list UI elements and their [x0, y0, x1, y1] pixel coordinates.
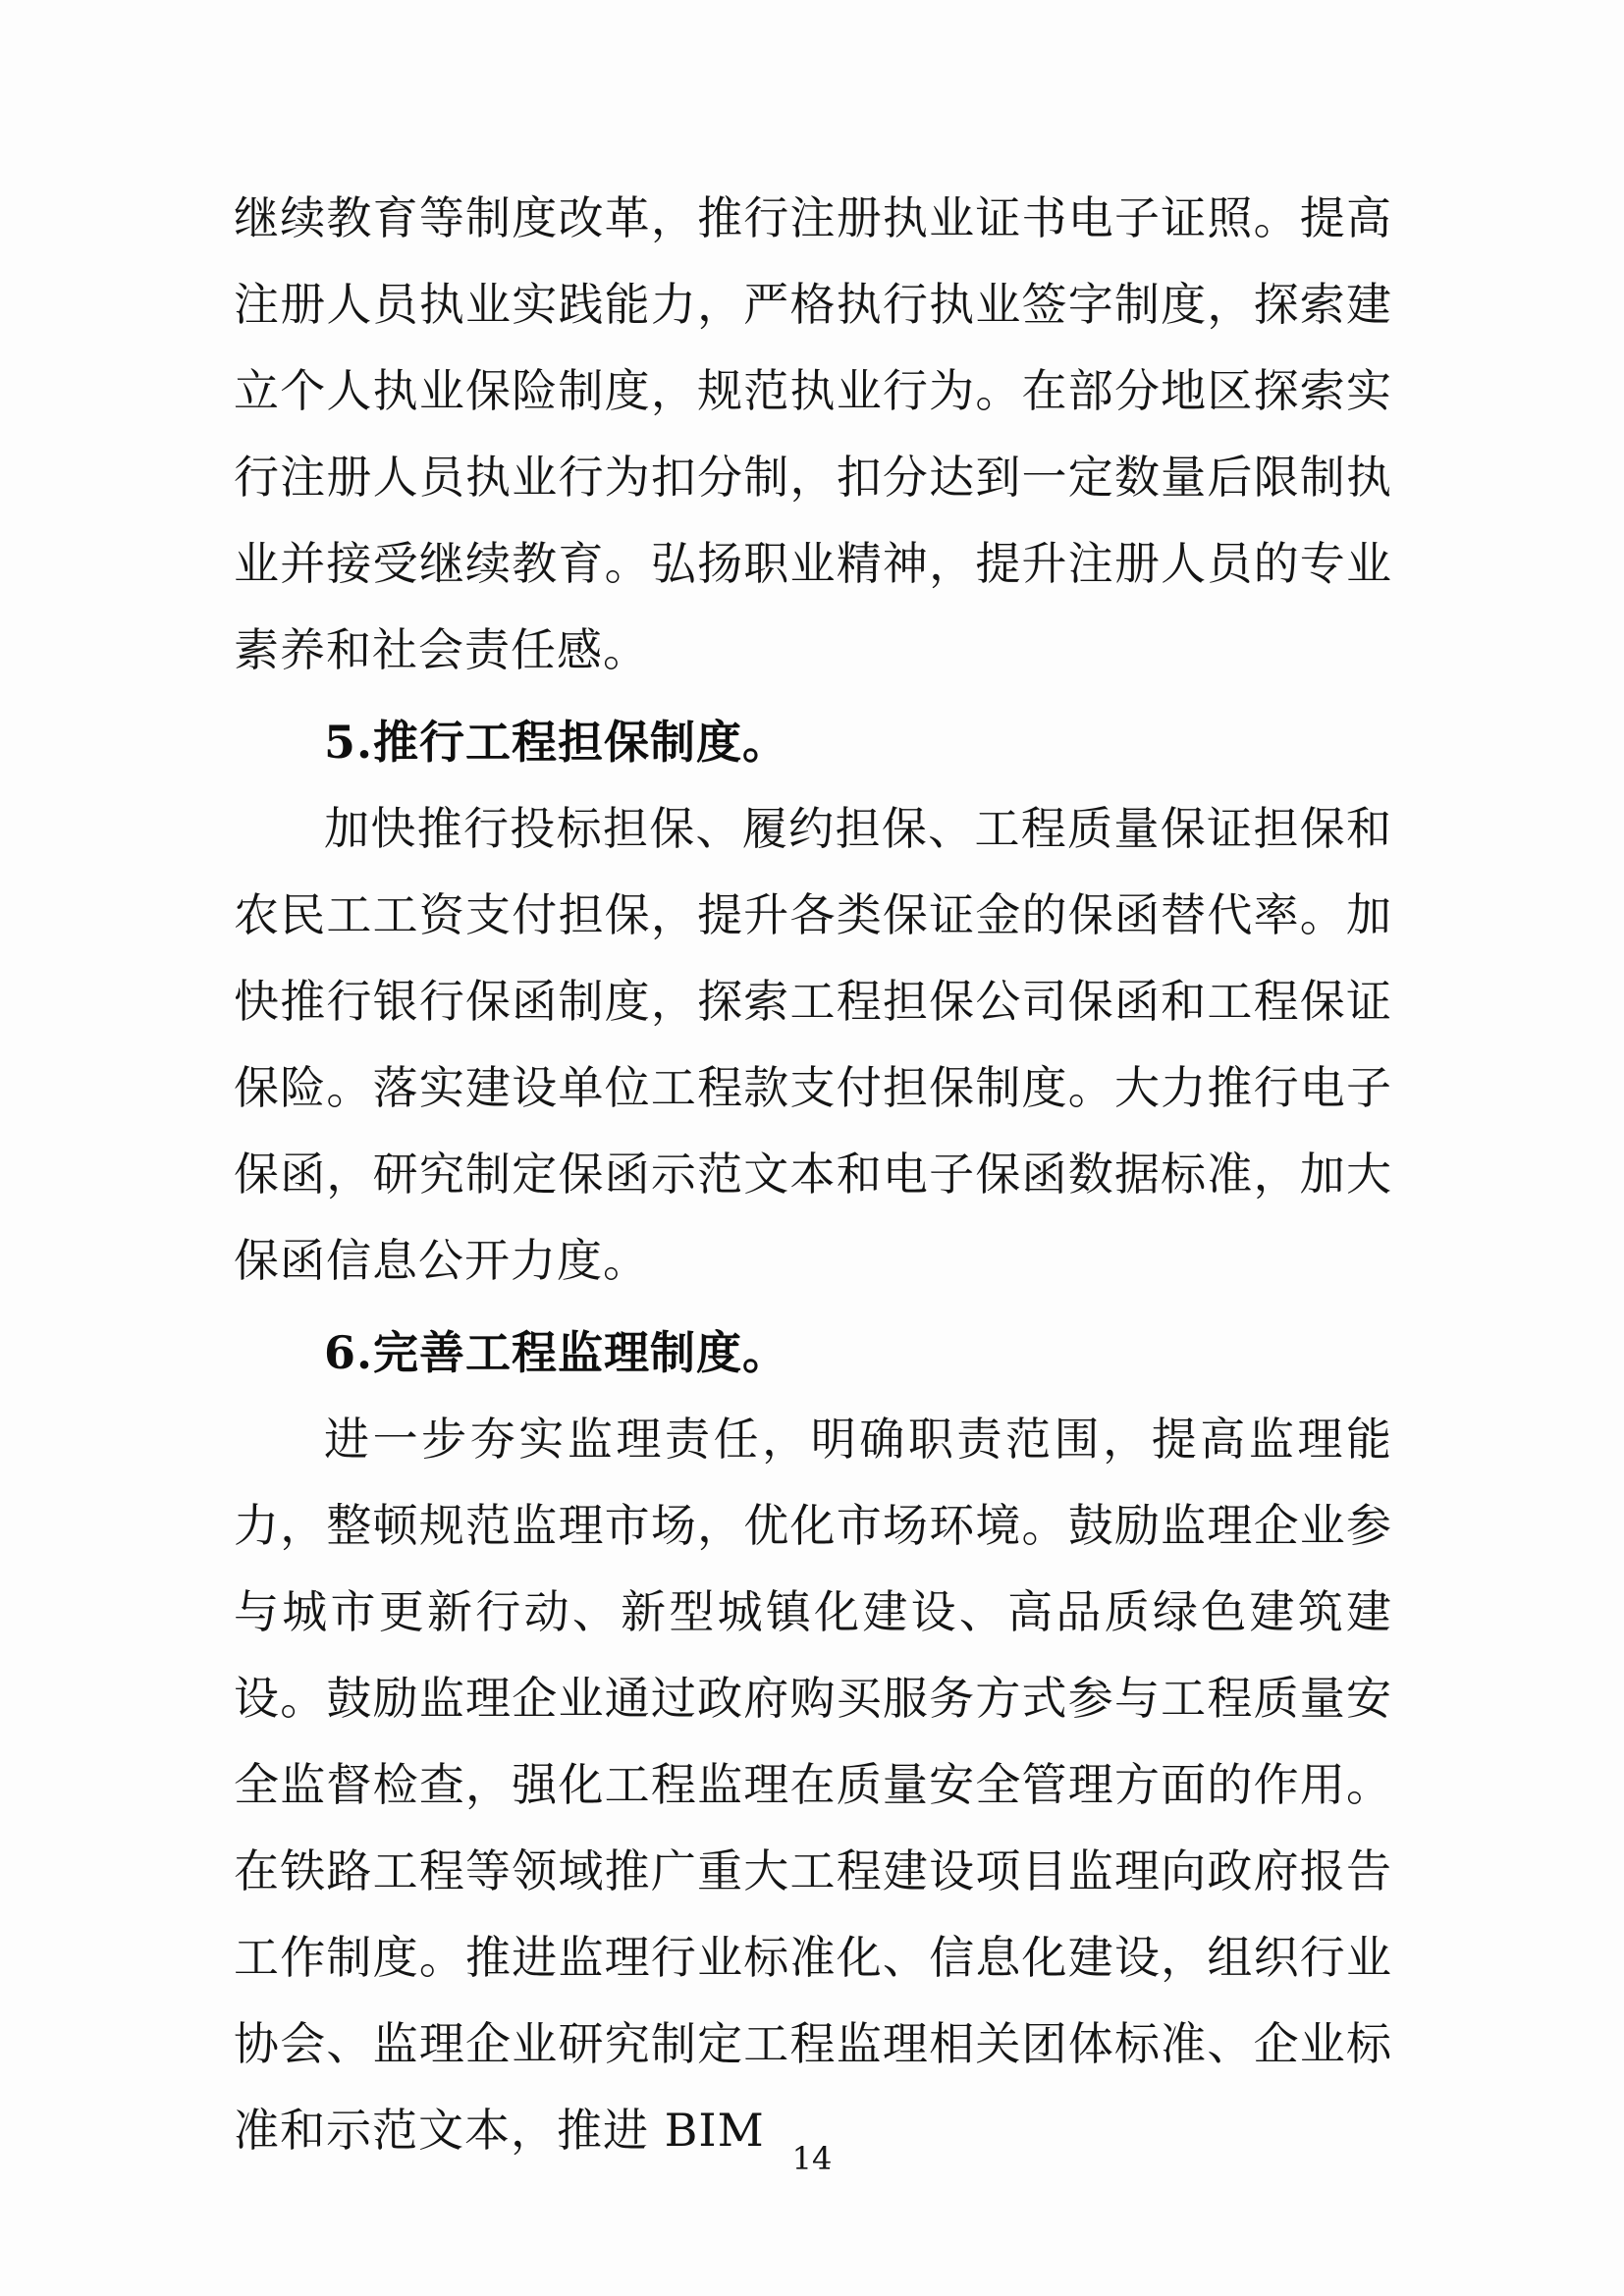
page-number: 14	[791, 2140, 833, 2177]
paragraph-section-6: 进一步夯实监理责任，明确职责范围，提高监理能力，整顿规范监理市场，优化市场环境。鼓励监理企业参与城市更新行动、新型城镇化建设、高品质绿色建筑建设。鼓励监理企业通过政府购买服务方式参与工程质量安全监督检查，强化工程监理在质量安全管理方面的作用。在铁路工程等领域推广重大工程建设项目监理向政府报告工作制度。推进监理行业标准化、信息化建设，组织行业协会、监理企业研究制定工程监理相关团体标准、企业标准和示范文本，推进 BIM	[234, 1413, 1392, 2157]
section-heading-6: 6.完善工程监理制度。	[324, 1326, 789, 1379]
paragraph-continued: 继续教育等制度改革，推行注册执业证书电子证照。提高注册人员执业实践能力，严格执行执业签字制度，探索建立个人执业保险制度，规范执业行为。在部分地区探索实行注册人员执业行为扣分制，扣分达到一定数量后限制执业并接受继续教育。弘扬职业精神，提升注册人员的专业素养和社会责任感。	[234, 191, 1392, 676]
section-heading-5: 5.推行工程担保制度。	[324, 716, 789, 769]
paragraph-section-5: 加快推行投标担保、履约担保、工程质量保证担保和农民工工资支付担保，提升各类保证金的保函替代率。加快推行银行保函制度，探索工程担保公司保函和工程保证保险。落实建设单位工程款支付担保制度。大力推行电子保函，研究制定保函示范文本和电子保函数据标准，加大保函信息公开力度。	[234, 802, 1392, 1287]
page-body	[234, 175, 1392, 2173]
